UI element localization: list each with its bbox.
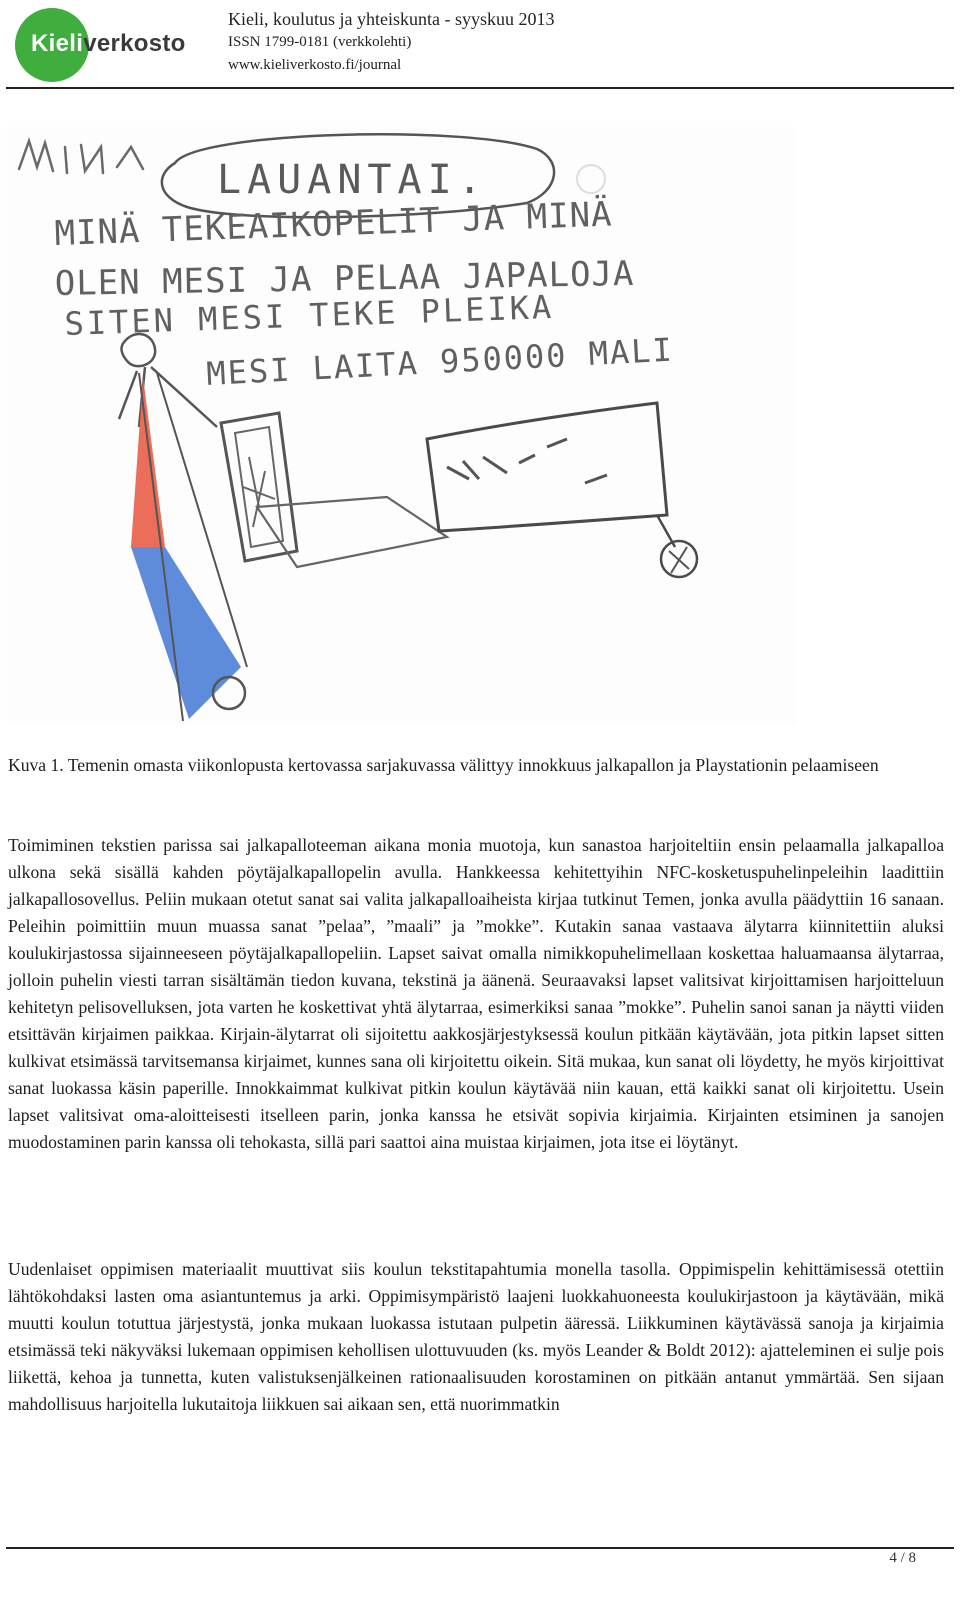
logo-text-part-b: verkosto — [83, 30, 186, 57]
figure-caption: Kuva 1. Temenin omasta viikonlopusta kertovassa sarjakuvassa välittyy innokkuus jalkapallon ja Playstationin pelaamiseen — [8, 755, 879, 775]
tv-drawing — [427, 403, 697, 577]
page-header — [0, 0, 960, 90]
scribble-mark — [19, 141, 143, 173]
phone-drawing — [221, 413, 297, 561]
drawing-line-5: MESI LAITA 950000 MALI — [205, 330, 675, 393]
drawing-line-4: SITEN MESI TEKE PLEIKA — [63, 287, 555, 343]
drawing-svg — [7, 127, 797, 725]
logo-text — [31, 30, 186, 58]
journal-url: www.kieliverkosto.fi/journal — [228, 57, 402, 73]
journal-issn: ISSN 1799-0181 (verkkolehti) — [228, 34, 412, 50]
logo-text-part-a: Kieli — [31, 30, 84, 57]
child-drawing-figure — [7, 127, 797, 725]
drawing-line-1: LAUANTAI. — [217, 157, 488, 203]
stick-figure — [119, 334, 247, 721]
footer-divider — [6, 1547, 954, 1549]
body-paragraph-1: Toimiminen tekstien parissa sai jalkapalloteeman aikana monia muotoja, kun sanastoa harjoiteltiin ensin pelaamalla jalkapalloa ulkona sekä sisällä kahden pöytäjalkapallopelin avulla. Hankkeessa kehitettyihin NFC-kosketuspuhelinpeleihin laadittiin jalkapallosovellus. Peliin mukaan otetut sanat sai valita jalkapalloaiheista kirjaa tutkinut Temen, jonka avulla päädyttiin 16 sanaan. Peleihin poimittiin muun muassa sanat ”pelaa”, ”maali” ja ”mokke”. Kutakin sanaa vastaava älytarra kiinnitettiin aluksi koulukirjastossa sijainneeseen pöytäjalkapallopeliin. Lapset saivat omalla nimikkopuhelimellaan koskettaa haluamaansa älytarraa, jolloin puhelin viesti tarran sisältämän tiedon kuvana, tekstinä ja äänenä. Seuraavaksi lapset valitsivat kirjoittamisen harjoitteluun kehitetyn pelisovelluksen, jota varten he koskettivat yhtä älytarraa, esimerkiksi sanaa ”mokke”. Puhelin sanoi sanan ja näytti viiden etsittävän kirjaimen paikkaa. Kirjain-älytarrat oli sijoitettu aakkosjärjestyksessä koulun pitkään käytävään, jota pitkin lapset sitten kulkivat etsimässä tarvitsemansa kirjaimet, kunnes sana oli kirjoitettu oikein. Sitä mukaa, kun sanat oli löydetty, he myös kirjoittivat sanat luokassa käsin paperille. Innokkaimmat kulkivat pitkin koulun käytävää niin kauan, että kaikki sanat oli kirjoitettu. Usein lapset valitsivat oma-aloitteisesti itselleen parin, jonka kanssa he etsivät sopivia kirjaimia. Kirjainten etsiminen ja sanojen muodostaminen parin kanssa oli tehokasta, sillä pari saattoi aina muistaa kirjaimen, jota itse ei löytänyt. — [8, 835, 944, 1152]
header-divider — [6, 87, 954, 89]
page-number: 4 / 8 — [889, 1550, 916, 1566]
body-paragraph-2: Uudenlaiset oppimisen materiaalit muuttivat siis koulun tekstitapahtumia monella tasolla. Oppimispelin kehittämisessä otettiin lähtökohdaksi lasten oma asiantuntemus ja arki. Oppimisympäristö laajeni luokkahuoneesta koulukirjastoon ja käytävään, mikä muutti koulun totuttua järjestystä, jonka mukaan luokassa istutaan pulpetin ääressä. Liikkuminen käytävässä sanoja ja kirjaimia etsimässä teki näkyväksi lukemaan oppimisen kehollisen ulottuvuuden (ks. myös Leander & Boldt 2012): ajatteleminen ei sulje pois liikettä, kehoa ja tunnetta, kuten valistuksenjälkeinen rationaalisuuden korostaminen on pitkään antanut ymmärtää. Sen sijaan mahdollisuus harjoitella lukutaitoja liikkuen sai aikaan sen, että nuorimmatkin — [8, 1259, 944, 1414]
journal-info — [228, 8, 554, 77]
drawing-line-3: OLEN MESI JA PELAA JAPALOJA — [54, 253, 635, 304]
drawing-line-2: MINÄ TEKEAIKOPELIT JA MINÄ — [53, 194, 614, 254]
faint-circle — [577, 165, 605, 193]
journal-title: Kieli, koulutus ja yhteiskunta - syyskuu 2013 — [228, 9, 555, 29]
kieliverkosto-logo — [15, 8, 215, 82]
table-drawing — [257, 497, 447, 567]
